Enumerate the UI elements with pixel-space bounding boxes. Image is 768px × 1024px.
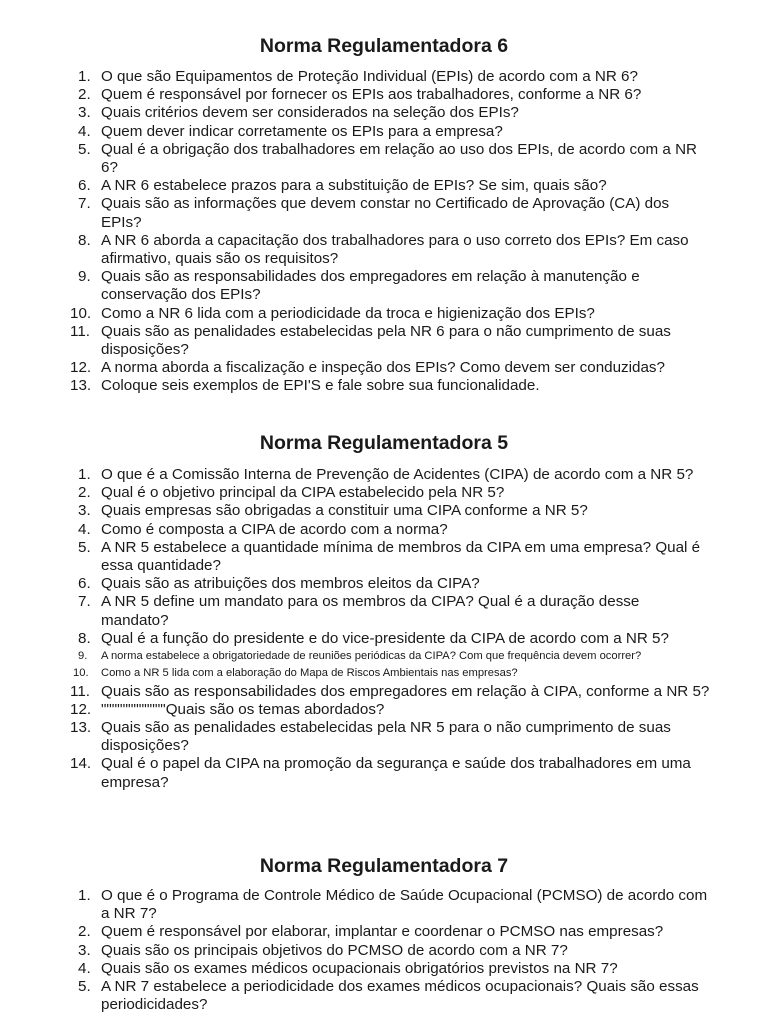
item-number: 6.: [78, 177, 91, 195]
item-number: 3.: [78, 941, 91, 959]
item-number: 5.: [78, 978, 91, 996]
item-text: A norma estabelece a obrigatoriedade de reuniões periódicas da CIPA? Com que frequência devem ocorrer?: [101, 650, 642, 663]
item-number: 7.: [78, 593, 91, 611]
item-text: Quais são as responsabilidades dos empregadores em relação à manutenção e conservação dos EPIs?: [101, 268, 640, 304]
item-text: O que é o Programa de Controle Médico de Saúde Ocupacional (PCMSO) de acordo com a NR 7?: [101, 887, 708, 923]
item-text: """"""""""""Quais são os temas abordados?: [101, 700, 385, 718]
list-item: [0, 104, 768, 122]
list-item: [0, 978, 768, 1014]
list-item: [0, 665, 768, 682]
list-item: [0, 141, 768, 177]
item-text: Como a NR 6 lida com a periodicidade da troca e higienização dos EPIs?: [101, 304, 595, 322]
item-text: Quem é responsável por fornecer os EPIs aos trabalhadores, conforme a NR 6?: [101, 86, 642, 104]
list-item: [0, 484, 768, 502]
list-item: [0, 68, 768, 86]
item-number: 11.: [70, 322, 90, 340]
item-number: 4.: [78, 520, 91, 538]
item-text: Coloque seis exemplos de EPI'S e fale sobre sua funcionalidade.: [101, 377, 540, 395]
list-item: [0, 575, 768, 593]
item-number: 4.: [78, 959, 91, 977]
item-number: 1.: [78, 466, 91, 483]
item-number: 13.: [70, 377, 92, 395]
item-text: Quais são as responsabilidades dos empregadores em relação à CIPA, conforme a NR 5?: [101, 682, 710, 700]
item-text: Quais critérios devem ser considerados na seleção dos EPIs?: [101, 104, 519, 122]
item-text: A NR 6 aborda a capacitação dos trabalhadores para o uso correto dos EPIs? Em caso afirmativo, quais são os requisitos?: [101, 231, 689, 268]
item-text: O que é a Comissão Interna de Prevenção de Acidentes (CIPA) de acordo com a NR 5?: [101, 466, 694, 483]
item-number: 9.: [78, 650, 88, 663]
list-item: [0, 593, 768, 629]
item-text: A norma aborda a fiscalização e inspeção dos EPIs? Como devem ser conduzidas?: [101, 359, 665, 377]
item-number: 10.: [73, 667, 89, 680]
item-number: 3.: [78, 104, 91, 122]
list-item: [0, 960, 768, 978]
item-number: 3.: [78, 502, 91, 520]
question-list-nr5: [0, 466, 768, 792]
item-text: Como a NR 5 lida com a elaboração do Mapa de Riscos Ambientais nas empresas?: [101, 667, 518, 680]
list-item: [0, 521, 768, 539]
item-number: 9.: [78, 268, 91, 286]
item-number: 5.: [78, 140, 91, 158]
section-title-nr6: Norma Regulamentadora 6: [259, 35, 509, 57]
item-text: A NR 7 estabelece a periodicidade dos exames médicos ocupacionais? Quais são essas periodicidades?: [101, 978, 699, 1014]
item-number: 13.: [70, 719, 92, 737]
item-number: 14.: [70, 755, 92, 773]
list-item: [0, 630, 768, 648]
item-number: 12.: [70, 700, 92, 718]
item-text: Qual é o papel da CIPA na promoção da segurança e saúde dos trabalhadores em uma empresa?: [101, 755, 691, 791]
item-text: Como é composta a CIPA de acordo com a norma?: [101, 520, 448, 538]
item-text: Quais são as atribuições dos membros eleitos da CIPA?: [101, 575, 480, 593]
list-item: [0, 268, 768, 304]
list-item: [0, 323, 768, 359]
item-text: Quais são as informações que devem constar no Certificado de Aprovação (CA) dos EPIs?: [101, 195, 670, 231]
item-number: 2.: [78, 86, 91, 104]
list-item: [0, 177, 768, 195]
item-text: Qual é a obrigação dos trabalhadores em relação ao uso dos EPIs, de acordo com a NR 6?: [101, 140, 698, 177]
item-number: 1.: [78, 68, 91, 85]
item-number: 2.: [78, 484, 91, 502]
item-text: O que são Equipamentos de Proteção Individual (EPIs) de acordo com a NR 6?: [101, 68, 638, 85]
list-item: [0, 123, 768, 141]
item-number: 8.: [78, 231, 91, 249]
item-text: A NR 6 estabelece prazos para a substituição de EPIs? Se sim, quais são?: [101, 177, 607, 195]
item-text: Quais são as penalidades estabelecidas pela NR 5 para o não cumprimento de suas disposições?: [101, 719, 671, 755]
list-item: [0, 755, 768, 791]
list-item: [0, 305, 768, 323]
list-item: [0, 86, 768, 104]
list-item: [0, 466, 768, 484]
item-text: Quais são os exames médicos ocupacionais obrigatórios previstos na NR 7?: [101, 959, 618, 977]
item-text: A NR 5 define um mandato para os membros da CIPA? Qual é a duração desse mandato?: [101, 593, 640, 629]
item-number: 1.: [78, 887, 91, 904]
section-title-nr5: Norma Regulamentadora 5: [259, 432, 509, 454]
item-number: 5.: [78, 538, 91, 556]
item-number: 4.: [78, 122, 91, 140]
list-item: [0, 683, 768, 701]
item-text: Quais são os principais objetivos do PCMSO de acordo com a NR 7?: [101, 941, 568, 959]
list-item: [0, 887, 768, 923]
item-text: A NR 5 estabelece a quantidade mínima de membros da CIPA em uma empresa? Qual é essa quantidade?: [101, 538, 701, 575]
list-item: [0, 701, 768, 719]
item-text: Quais empresas são obrigadas a constituir uma CIPA conforme a NR 5?: [101, 502, 588, 520]
item-number: 7.: [78, 195, 91, 213]
item-text: Quem é responsável por elaborar, implantar e coordenar o PCMSO nas empresas?: [101, 923, 664, 941]
section-title-nr7: Norma Regulamentadora 7: [259, 855, 509, 877]
list-item: [0, 923, 768, 941]
list-item: [0, 648, 768, 665]
question-list-nr7: [0, 887, 768, 1014]
list-item: [0, 502, 768, 520]
list-item: [0, 195, 768, 231]
list-item: [0, 377, 768, 395]
list-item: [0, 539, 768, 575]
item-number: 11.: [70, 682, 90, 700]
item-text: Quem dever indicar corretamente os EPIs para a empresa?: [101, 122, 503, 140]
list-item: [0, 359, 768, 377]
item-text: Qual é o objetivo principal da CIPA estabelecido pela NR 5?: [101, 484, 505, 502]
item-number: 12.: [70, 359, 92, 377]
item-number: 8.: [78, 629, 91, 647]
list-item: [0, 942, 768, 960]
list-item: [0, 719, 768, 755]
list-item: [0, 232, 768, 268]
item-number: 10.: [70, 304, 92, 322]
question-list-nr6: [0, 68, 768, 396]
item-number: 2.: [78, 923, 91, 941]
item-number: 6.: [78, 575, 91, 593]
item-text: Quais são as penalidades estabelecidas pela NR 6 para o não cumprimento de suas disposições?: [101, 322, 671, 359]
item-text: Qual é a função do presidente e do vice-presidente da CIPA de acordo com a NR 5?: [101, 629, 669, 647]
